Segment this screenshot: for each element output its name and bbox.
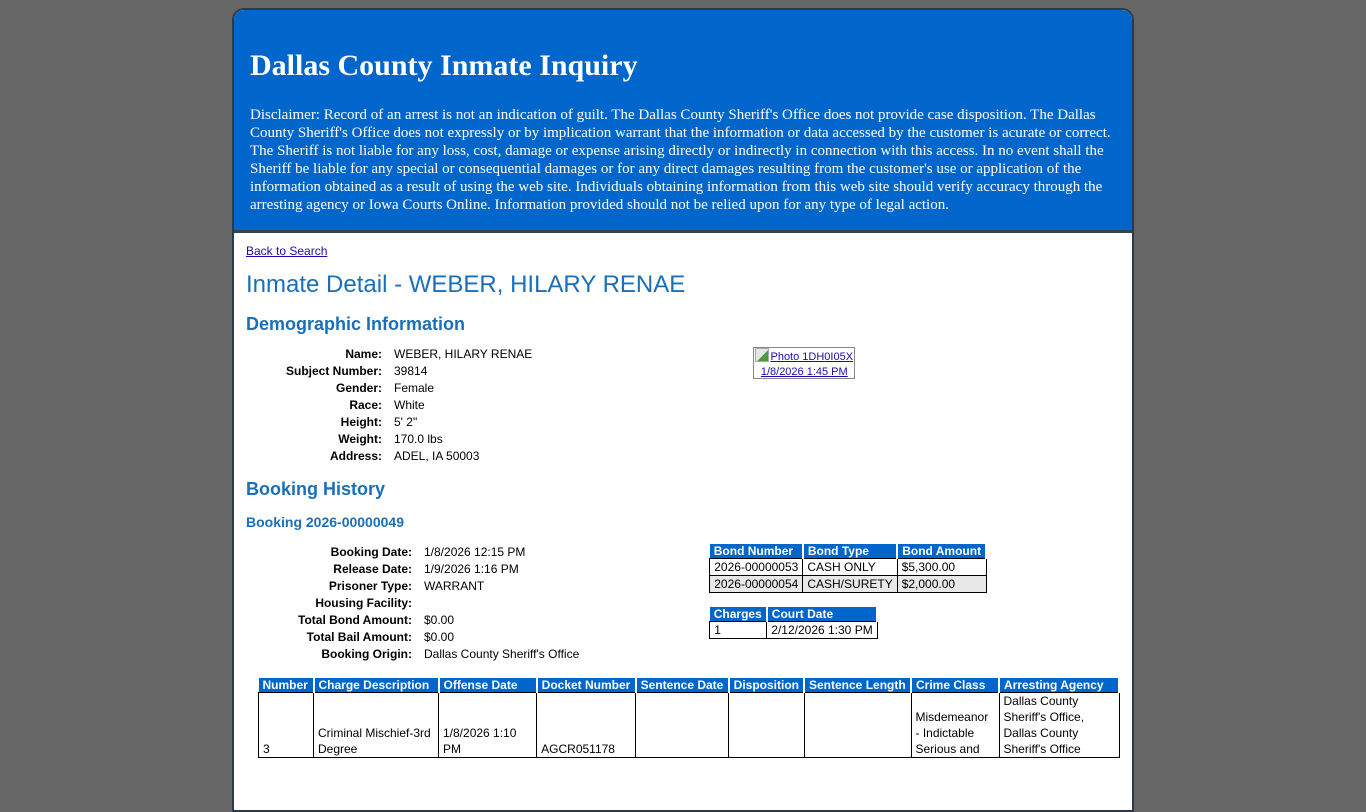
back-to-search-link[interactable]: Back to Search <box>246 244 328 258</box>
main-content <box>234 233 1132 758</box>
page-container <box>232 8 1134 812</box>
column-header: Disposition <box>729 678 804 693</box>
field-label: Weight: <box>338 432 382 446</box>
column-header: Charges <box>710 607 767 622</box>
column-header: Bond Amount <box>897 544 986 559</box>
bond-number: 2026-00000054 <box>710 576 803 593</box>
field-value: 39814 <box>394 364 428 378</box>
field-row <box>246 397 532 414</box>
field-row <box>246 431 532 448</box>
field-label: Prisoner Type: <box>328 579 412 593</box>
site-title: Dallas County Inmate Inquiry <box>250 49 638 82</box>
table-row <box>710 576 986 593</box>
field-label: Name: <box>345 347 382 361</box>
broken-image-icon <box>755 348 769 362</box>
column-header: Charge Description <box>314 678 439 693</box>
charges-header-row <box>259 678 1120 693</box>
field-row <box>246 595 579 612</box>
site-header <box>234 10 1132 233</box>
table-row <box>710 559 986 576</box>
field-row <box>246 629 579 646</box>
field-value: 1/8/2026 12:15 PM <box>424 545 526 559</box>
offense-date: 1/8/2026 1:10 PM <box>439 693 537 758</box>
demographic-heading: Demographic Information <box>246 314 466 334</box>
inmate-photo[interactable] <box>753 347 855 379</box>
column-header: Arresting Agency <box>999 678 1119 693</box>
charge-description: Criminal Mischief-3rd Degree <box>314 693 439 758</box>
charges-count: 1 <box>710 622 767 639</box>
field-row <box>246 363 532 380</box>
court-header-row <box>710 607 877 622</box>
field-label: Race: <box>349 398 382 412</box>
photo-date-link[interactable]: 1/8/2026 1:45 PM <box>760 366 848 378</box>
court-date: 2/12/2026 1:30 PM <box>767 622 877 639</box>
docket-number: AGCR051178 <box>537 693 636 758</box>
field-value: $0.00 <box>424 613 455 627</box>
bonds-table <box>709 544 987 593</box>
field-row <box>246 612 579 629</box>
disclaimer-text: Disclaimer: Record of an arrest is not an indication of guilt. The Dallas County Sheriff's Office does not provide case disposition. The Dallas County Sheriff's Office does not expressly or by implication warrant that the information or data accessed by the customer is acurate or correct. The Sheriff is not liable for any loss, cost, damage or expense arising directly or indirectly in connection with this access. In no event shall the Sheriff be liable for any special or consequential damages or for any direct damages resulting from the customer's use or application of the information obtained as a result of using the web site. Individuals obtaining information from this web site should verify accuracy through the arresting agency or Iowa Courts Online. Information provided should not be relied upon for any type of legal action. <box>250 107 1111 213</box>
bond-type: CASH ONLY <box>803 559 897 576</box>
crime-class: Misdemeanor - Indictable Serious and <box>911 693 999 758</box>
photo-link[interactable] <box>755 351 853 363</box>
field-label: Gender: <box>335 381 382 395</box>
bonds-header-row <box>710 544 986 559</box>
field-value: $0.00 <box>424 630 455 644</box>
demographic-table <box>246 346 532 465</box>
booking-heading: Booking 2026-00000049 <box>246 514 404 530</box>
field-label: Housing Facility: <box>315 596 412 610</box>
arresting-agency: Dallas County Sheriff's Office, Dallas County Sheriff's Office <box>999 693 1119 758</box>
column-header: Offense Date <box>439 678 537 693</box>
sentence-date <box>636 693 729 758</box>
bond-court-column <box>709 544 987 663</box>
column-header: Sentence Date <box>636 678 729 693</box>
page-title: Inmate Detail - WEBER, HILARY RENAE <box>246 271 686 298</box>
table-row <box>259 693 1120 758</box>
charge-number: 3 <box>259 693 314 758</box>
field-label: Release Date: <box>333 562 412 576</box>
field-value: ADEL, IA 50003 <box>394 449 480 463</box>
field-value <box>424 595 579 612</box>
field-label: Booking Date: <box>330 545 412 559</box>
field-row <box>246 380 532 397</box>
charges-detail-table <box>258 678 1120 758</box>
court-table <box>709 607 878 639</box>
field-label: Subject Number: <box>285 364 382 378</box>
column-header: Court Date <box>767 607 877 622</box>
field-label: Total Bail Amount: <box>306 630 412 644</box>
table-row <box>710 622 877 639</box>
field-label: Height: <box>340 415 382 429</box>
bond-amount: $5,300.00 <box>897 559 986 576</box>
booking-details-table <box>246 544 579 663</box>
field-row <box>246 578 579 595</box>
field-value: WARRANT <box>424 579 485 593</box>
sentence-length <box>804 693 911 758</box>
column-header: Bond Number <box>710 544 803 559</box>
bond-type: CASH/SURETY <box>803 576 897 593</box>
field-label: Total Bond Amount: <box>298 613 412 627</box>
field-row <box>246 646 579 663</box>
field-value: Dallas County Sheriff's Office <box>424 647 580 661</box>
bond-amount: $2,000.00 <box>897 576 986 593</box>
field-label: Booking Origin: <box>321 647 412 661</box>
field-value: Female <box>394 381 435 395</box>
field-row <box>246 448 532 465</box>
disposition <box>729 693 804 758</box>
column-header: Bond Type <box>803 544 897 559</box>
field-row <box>246 414 532 431</box>
field-row <box>246 561 579 578</box>
booking-section <box>246 531 1120 663</box>
field-row <box>246 544 579 561</box>
booking-history-heading: Booking History <box>246 479 386 499</box>
column-header: Sentence Length <box>804 678 911 693</box>
column-header: Crime Class <box>911 678 999 693</box>
column-header: Docket Number <box>537 678 636 693</box>
field-row <box>246 346 532 363</box>
demographic-section <box>246 336 1120 465</box>
bond-number: 2026-00000053 <box>710 559 803 576</box>
field-value: 170.0 lbs <box>394 432 443 446</box>
field-value: 5' 2" <box>394 415 418 429</box>
field-value: WEBER, HILARY RENAE <box>394 347 533 361</box>
field-label: Address: <box>329 449 382 463</box>
photo-alt-text: Photo 1DH0I05X <box>770 351 854 363</box>
column-header: Number <box>259 678 314 693</box>
field-value: 1/9/2026 1:16 PM <box>424 562 519 576</box>
field-value: White <box>394 398 425 412</box>
